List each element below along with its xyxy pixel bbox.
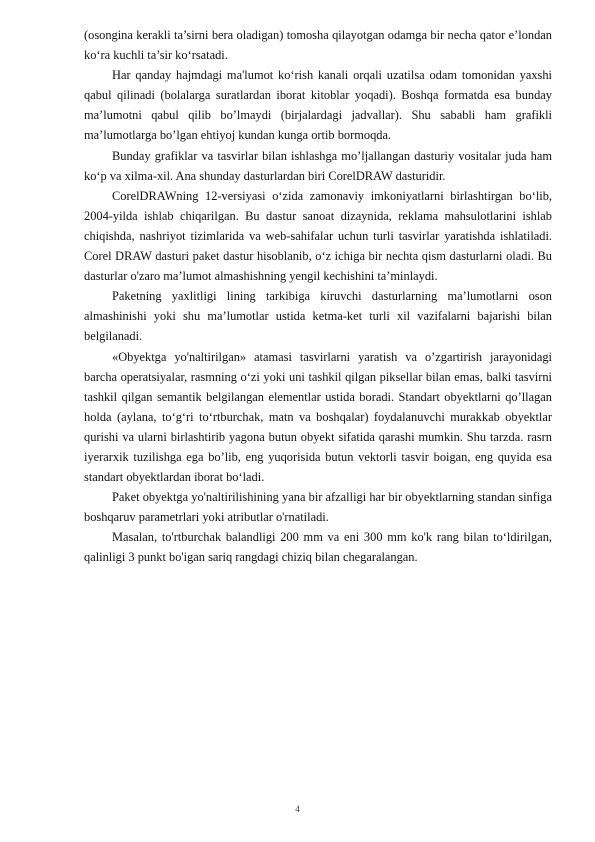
paragraph-visual-perception: Har qanday hajmdagi ma'lumot ko‘rish kanali orqali uzatilsa odam tomonidan yaxshi qabul qilinadi (bolalarga suratlardan iborat kitoblar yoqadi). Boshqa formatda esa bunday ma’lumotni qabul qilib bo’lmaydi (birjalardagi jadvallar). Shu sababli ham grafikli ma’lumotlarga bo’lgan ehtiyoj kundan kunga ortib bormoqda. [84,68,552,143]
paragraph-package-integrity: Paketning yaxlitligi lining tarkibiga kiruvchi dasturlarning ma’lumotlarni oson almashinishi yoki shu ma’lumotlar ustida ketma-ket turli xil vazifalarni bajarishi bilan belgilanadi. [84,289,552,344]
page-number: 4 [295,804,300,814]
paragraph-example: Masalan, to'rtburchak balandligi 200 mm va eni 300 mm ko'k rang bilan to‘ldirilgan, qalinligi 3 punkt bo'igan sariq rangdagi chiziq bilan chegaralangan. [84,530,552,565]
paragraph-continuation: (osongina kerakli ta’sirni bera oladigan) tomosha qilayotgan odamga bir necha qator e’londan ko‘ra kuchli ta’sir ko‘rsatadi. [84,28,552,63]
document-page [84,25,552,568]
paragraph-object-advantage: Paket obyektga yo'naltirilishining yana bir afzalligi har bir obyektlarning standan sinfiga boshqaruv parametrlari yoki atributlar o'rnatiladi. [84,490,552,525]
paragraph-graphics-software: Bunday grafiklar va tasvirlar bilan ishlashga mo’ljallangan dasturiy vositalar juda ham ko‘p va xilma-xil. Ana shunday dasturlardan biri CorelDRAW dasturidir. [84,148,552,183]
paragraph-object-oriented: «Obyektga yo'naltirilgan» atamasi tasvirlarni yaratish va o’zgartirish jarayonidagi barcha operatsiyalar, rasmning o‘zi yoki uni tashkil qilgan piksellar bilan emas, balki tasvirni tashkil qilgan semantik belgilangan elementlar ustida boradi. Standart obyektlarni qo’llagan holda (aylana, to‘g‘ri to‘rtburchak, matn va boshqalar) foydalanuvchi murakkab obyektlar qurishi va ularni birlashtirib yagona butun obyekt sifatida qarashi mumkin. Shu tarzda. rasrn iyerarxik tuzilishga ega bo’lib, eng yuqorisida butun vektorli tasvir boigan, eng quyida esa standart obyektlardan iborat bo‘ladi. [84,349,552,485]
paragraph-coreldraw-version: CorelDRAWning 12-versiyasi o‘zida zamonaviy imkoniyatlarni birlashtirgan bo‘lib, 2004-yilda ishlab chiqarilgan. Bu dastur sanoat dizaynida, reklama mahsulotlarini ishlab chiqishda, nashriyot tizimlarida va web-sahifalar uchun turli tasvirlar yaratishda ishlatiladi. Corel DRAW dasturi paket dastur hisoblanib, o‘z ichiga bir nechta qism dasturlarni oladi. Bu dasturlar o'zaro ma’lumot almashishning yengil kechishini ta’minlaydi. [84,188,552,284]
